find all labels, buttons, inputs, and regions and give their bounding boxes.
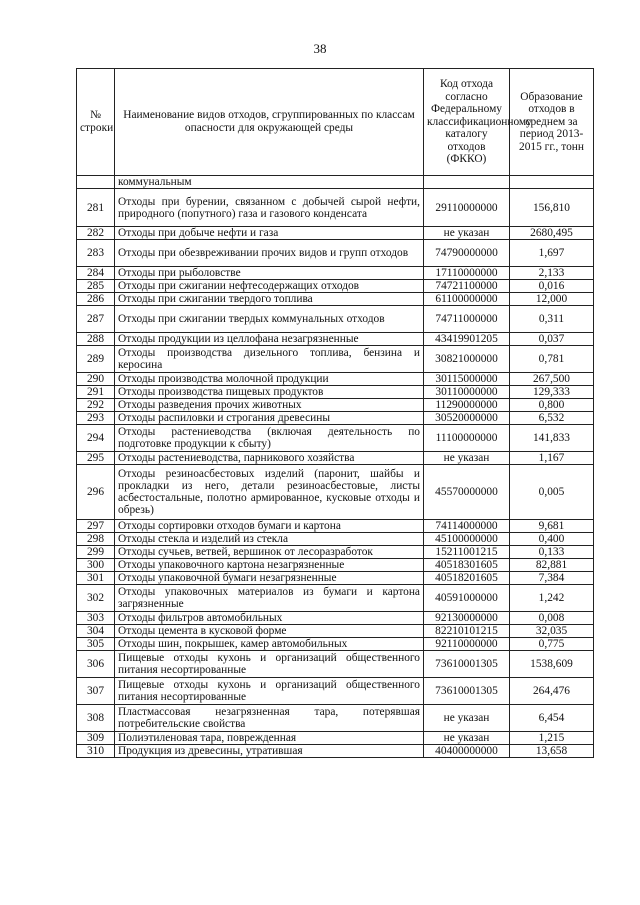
cell-amount: 9,681 [510, 520, 594, 533]
waste-table [76, 68, 594, 758]
cell-num: 307 [77, 678, 115, 705]
table-row [77, 520, 594, 533]
table-row [77, 705, 594, 732]
cell-code: 43419901205 [424, 333, 510, 346]
cell-code: 74114000000 [424, 520, 510, 533]
cell-num: 302 [77, 585, 115, 612]
cell-name: Отходы распиловки и строгания древесины [115, 412, 424, 425]
cell-num: 294 [77, 425, 115, 452]
cell-code: 45100000000 [424, 533, 510, 546]
cell-amount: 0,800 [510, 399, 594, 412]
cell-code: 17110000000 [424, 267, 510, 280]
cell-code: не указан [424, 227, 510, 240]
table-header-row [77, 69, 594, 176]
cell-name: Пищевые отходы кухонь и организаций общественного питания несортированные [115, 678, 424, 705]
cell-num: 305 [77, 638, 115, 651]
cell-name: Отходы сучьев, ветвей, вершинок от лесоразработок [115, 546, 424, 559]
cell-amount: 0,775 [510, 638, 594, 651]
cell-code: 11290000000 [424, 399, 510, 412]
cell-code: 82210101215 [424, 625, 510, 638]
cell-name: Пищевые отходы кухонь и организаций общественного питания несортированные [115, 651, 424, 678]
cell-amount: 12,000 [510, 293, 594, 306]
cell-name: Отходы при сжигании твердого топлива [115, 293, 424, 306]
table-row [77, 306, 594, 333]
cell-code: 29110000000 [424, 189, 510, 227]
cell-amount: 264,476 [510, 678, 594, 705]
cell-amount: 0,400 [510, 533, 594, 546]
table-row [77, 678, 594, 705]
cell-num: 309 [77, 732, 115, 745]
cell-name: Отходы производства дизельного топлива, бензина и керосина [115, 346, 424, 373]
cell-num: 299 [77, 546, 115, 559]
cell-amount: 1,215 [510, 732, 594, 745]
cell-name: Пластмассовая незагрязненная тара, потерявшая потребительские свойства [115, 705, 424, 732]
cell-amount: 1,697 [510, 240, 594, 267]
table-row [77, 333, 594, 346]
cell-code: 45570000000 [424, 465, 510, 520]
header-name: Наименование видов отходов, сгруппированных по классам опасности для окружающей среды [115, 69, 424, 176]
cell-num: 292 [77, 399, 115, 412]
table-row [77, 732, 594, 745]
table-row [77, 612, 594, 625]
cell-num: 291 [77, 386, 115, 399]
cell-name: Отходы сортировки отходов бумаги и картона [115, 520, 424, 533]
cell-amount: 0,008 [510, 612, 594, 625]
table-row [77, 585, 594, 612]
cell-code: 40400000000 [424, 745, 510, 758]
table-row [77, 412, 594, 425]
cell-code: 74721100000 [424, 280, 510, 293]
table-row [77, 572, 594, 585]
cell-name: Отходы при рыболовстве [115, 267, 424, 280]
cell-code [424, 176, 510, 189]
cell-name: Отходы резиноасбестовых изделий (паронит, шайбы и прокладки из него, детали резиноасбестовые, листы асбестостальные, полотно армированное, кусковые отходы и обрезь) [115, 465, 424, 520]
cell-num: 285 [77, 280, 115, 293]
cell-amount: 2,133 [510, 267, 594, 280]
cell-name: Отходы растениеводства (включая деятельность по подготовке продукции к сбыту) [115, 425, 424, 452]
cell-amount: 1538,609 [510, 651, 594, 678]
cell-amount: 156,810 [510, 189, 594, 227]
cell-num: 295 [77, 452, 115, 465]
cell-amount: 0,005 [510, 465, 594, 520]
table-row [77, 227, 594, 240]
header-num: № строки [77, 69, 115, 176]
cell-name: Отходы при сжигании нефтесодержащих отходов [115, 280, 424, 293]
cell-amount: 2680,495 [510, 227, 594, 240]
cell-name: Отходы при бурении, связанном с добычей сырой нефти, природного (попутного) газа и газового конденсата [115, 189, 424, 227]
cell-num [77, 176, 115, 189]
cell-num: 286 [77, 293, 115, 306]
cell-num: 301 [77, 572, 115, 585]
table-row [77, 452, 594, 465]
cell-code: 74790000000 [424, 240, 510, 267]
cell-code: 40591000000 [424, 585, 510, 612]
cell-num: 287 [77, 306, 115, 333]
cell-name: Отходы разведения прочих животных [115, 399, 424, 412]
table-row [77, 373, 594, 386]
table-row [77, 546, 594, 559]
cell-amount [510, 176, 594, 189]
cell-num: 306 [77, 651, 115, 678]
cell-code: 30110000000 [424, 386, 510, 399]
cell-code: не указан [424, 732, 510, 745]
cell-num: 282 [77, 227, 115, 240]
cell-amount: 7,384 [510, 572, 594, 585]
cell-num: 297 [77, 520, 115, 533]
cell-code: 15211001215 [424, 546, 510, 559]
cell-name: Отходы продукции из целлофана незагрязненные [115, 333, 424, 346]
cell-name: Отходы упаковочных материалов из бумаги и картона загрязненные [115, 585, 424, 612]
cell-name: Отходы шин, покрышек, камер автомобильных [115, 638, 424, 651]
cell-code: 30115000000 [424, 373, 510, 386]
cell-num: 303 [77, 612, 115, 625]
table-row [77, 625, 594, 638]
cell-num: 298 [77, 533, 115, 546]
cell-code: 30821000000 [424, 346, 510, 373]
table-row [77, 745, 594, 758]
table-row [77, 559, 594, 572]
table-row [77, 240, 594, 267]
table-row [77, 638, 594, 651]
cell-name: Отходы стекла и изделий из стекла [115, 533, 424, 546]
cell-num: 308 [77, 705, 115, 732]
cell-code: не указан [424, 705, 510, 732]
cell-num: 293 [77, 412, 115, 425]
cell-code: не указан [424, 452, 510, 465]
cell-name: коммунальным [115, 176, 424, 189]
cell-num: 283 [77, 240, 115, 267]
cell-num: 288 [77, 333, 115, 346]
cell-amount: 32,035 [510, 625, 594, 638]
cell-code: 11100000000 [424, 425, 510, 452]
cell-code: 61100000000 [424, 293, 510, 306]
cell-code: 73610001305 [424, 678, 510, 705]
cell-amount: 1,242 [510, 585, 594, 612]
table-row [77, 346, 594, 373]
table-row [77, 465, 594, 520]
cell-name: Продукция из древесины, утратившая [115, 745, 424, 758]
cell-num: 281 [77, 189, 115, 227]
cell-code: 92130000000 [424, 612, 510, 625]
cell-name: Отходы производства пищевых продуктов [115, 386, 424, 399]
cell-code: 30520000000 [424, 412, 510, 425]
cell-code: 40518301605 [424, 559, 510, 572]
cell-num: 284 [77, 267, 115, 280]
cell-name: Отходы фильтров автомобильных [115, 612, 424, 625]
cell-amount: 13,658 [510, 745, 594, 758]
table-row [77, 533, 594, 546]
cell-amount: 0,037 [510, 333, 594, 346]
table-row [77, 189, 594, 227]
cell-num: 310 [77, 745, 115, 758]
header-code: Код отхода согласно Федеральному классификационному каталогу отходов (ФККО) [424, 69, 510, 176]
cell-name: Отходы при сжигании твердых коммунальных отходов [115, 306, 424, 333]
table-body [77, 176, 594, 758]
cell-amount: 82,881 [510, 559, 594, 572]
table-row [77, 386, 594, 399]
cell-num: 290 [77, 373, 115, 386]
cell-amount: 6,532 [510, 412, 594, 425]
cell-amount: 0,016 [510, 280, 594, 293]
cell-amount: 1,167 [510, 452, 594, 465]
table-row [77, 293, 594, 306]
cell-name: Отходы производства молочной продукции [115, 373, 424, 386]
cell-amount: 141,833 [510, 425, 594, 452]
table-row [77, 280, 594, 293]
table-row [77, 176, 594, 189]
cell-code: 40518201605 [424, 572, 510, 585]
table-row [77, 425, 594, 452]
cell-name: Полиэтиленовая тара, поврежденная [115, 732, 424, 745]
page-number: 38 [313, 41, 327, 56]
cell-name: Отходы при добыче нефти и газа [115, 227, 424, 240]
cell-amount: 0,781 [510, 346, 594, 373]
cell-name: Отходы упаковочного картона незагрязненные [115, 559, 424, 572]
cell-code: 92110000000 [424, 638, 510, 651]
table-row [77, 267, 594, 280]
cell-amount: 6,454 [510, 705, 594, 732]
cell-num: 296 [77, 465, 115, 520]
cell-name: Отходы упаковочной бумаги незагрязненные [115, 572, 424, 585]
cell-amount: 129,333 [510, 386, 594, 399]
cell-num: 300 [77, 559, 115, 572]
cell-num: 289 [77, 346, 115, 373]
cell-amount: 0,133 [510, 546, 594, 559]
cell-amount: 0,311 [510, 306, 594, 333]
cell-code: 74711000000 [424, 306, 510, 333]
header-amount: Образование отходов в среднем за период 2013-2015 гг., тонн [510, 69, 594, 176]
cell-amount: 267,500 [510, 373, 594, 386]
cell-num: 304 [77, 625, 115, 638]
cell-name: Отходы при обезвреживании прочих видов и групп отходов [115, 240, 424, 267]
cell-name: Отходы цемента в кусковой форме [115, 625, 424, 638]
cell-name: Отходы растениеводства, парникового хозяйства [115, 452, 424, 465]
cell-code: 73610001305 [424, 651, 510, 678]
table-row [77, 399, 594, 412]
table-row [77, 651, 594, 678]
